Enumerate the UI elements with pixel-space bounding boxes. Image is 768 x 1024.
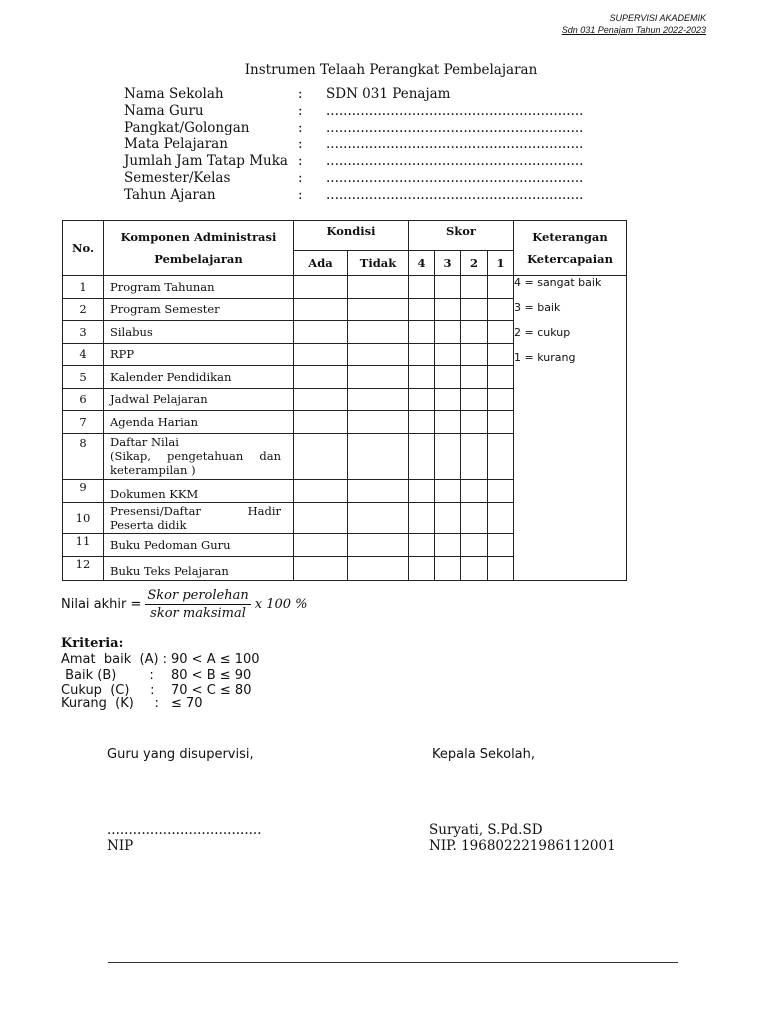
table-row xyxy=(63,276,627,299)
cell-skor-1[interactable] xyxy=(488,321,514,344)
keterangan-legend xyxy=(514,276,627,581)
identity-colon: : xyxy=(298,86,303,102)
row-item: Buku Teks Pelajaran xyxy=(104,556,294,581)
cell-tidak[interactable] xyxy=(348,556,409,581)
row-no: 6 xyxy=(63,388,104,411)
row-item-multiline xyxy=(104,433,294,479)
identity-value: ............................................................ xyxy=(326,119,584,136)
assessment-table xyxy=(62,220,627,581)
header-skor-1: 1 xyxy=(488,251,514,276)
cell-ada[interactable] xyxy=(294,433,348,479)
cell-tidak[interactable] xyxy=(348,503,409,534)
cell-ada[interactable] xyxy=(294,411,348,434)
identity-row-subject xyxy=(124,136,583,153)
row-item: Program Tahunan xyxy=(104,276,294,299)
criteria-label: Amat baik (A) : xyxy=(61,652,168,667)
cell-tidak[interactable] xyxy=(348,433,409,479)
identity-colon: : xyxy=(298,153,303,170)
cell-skor-4[interactable] xyxy=(409,388,435,411)
row-item-multiline xyxy=(104,503,294,534)
cell-skor-1[interactable] xyxy=(488,556,514,581)
signature-right-title: Kepala Sekolah, xyxy=(432,747,536,762)
identity-block xyxy=(124,86,583,204)
row-no: 4 xyxy=(63,343,104,366)
identity-colon: : xyxy=(298,136,303,153)
cell-ada[interactable] xyxy=(294,298,348,321)
cell-skor-4[interactable] xyxy=(409,534,435,557)
cell-ada[interactable] xyxy=(294,479,348,503)
cell-tidak[interactable] xyxy=(348,343,409,366)
identity-value: ............................................................ xyxy=(326,102,584,119)
header-subtitle: Sdn 031 Penajam Tahun 2022-2023 xyxy=(561,25,706,35)
header-skor-4: 4 xyxy=(409,251,435,276)
cell-skor-3[interactable] xyxy=(435,534,461,557)
cell-skor-1[interactable] xyxy=(488,298,514,321)
cell-skor-2[interactable] xyxy=(461,366,488,389)
cell-skor-3[interactable] xyxy=(435,556,461,581)
identity-value: SDN 031 Penajam xyxy=(326,86,451,102)
cell-skor-2[interactable] xyxy=(461,556,488,581)
cell-skor-3[interactable] xyxy=(435,411,461,434)
formula-label: Nilai akhir = xyxy=(61,597,142,612)
identity-label: Pangkat/Golongan xyxy=(124,119,250,136)
legend-item: 1 = kurang xyxy=(514,351,576,364)
cell-skor-2[interactable] xyxy=(461,388,488,411)
row-no: 2 xyxy=(63,298,104,321)
formula-numerator: Skor perolehan xyxy=(147,588,249,603)
identity-colon: : xyxy=(298,119,303,136)
row-item: Program Semester xyxy=(104,298,294,321)
cell-skor-4[interactable] xyxy=(409,366,435,389)
formula-denominator: skor maksimal xyxy=(150,606,246,621)
cell-skor-4[interactable] xyxy=(409,556,435,581)
header-skor-2: 2 xyxy=(461,251,488,276)
cell-skor-3[interactable] xyxy=(435,366,461,389)
identity-row-school xyxy=(124,86,583,103)
row-item-detail: Peserta didik xyxy=(110,518,187,532)
criteria-value: 70 < C ≤ 80 xyxy=(171,683,252,699)
cell-skor-2[interactable] xyxy=(461,479,488,503)
header-kondisi: Kondisi xyxy=(294,221,409,251)
cell-skor-1[interactable] xyxy=(488,433,514,479)
cell-tidak[interactable] xyxy=(348,388,409,411)
legend-item: 3 = baik xyxy=(514,301,561,314)
row-no: 7 xyxy=(63,411,104,434)
row-no: 5 xyxy=(63,366,104,389)
cell-skor-2[interactable] xyxy=(461,343,488,366)
cell-skor-4[interactable] xyxy=(409,276,435,299)
row-no: 11 xyxy=(63,534,104,557)
row-item: Kalender Pendidikan xyxy=(104,366,294,389)
formula-multiplier: x 100 % xyxy=(254,597,308,612)
page-header xyxy=(562,12,706,36)
formula-fraction xyxy=(145,588,250,621)
cell-ada[interactable] xyxy=(294,534,348,557)
criteria-row xyxy=(61,668,260,684)
identity-colon: : xyxy=(298,186,303,203)
identity-row-year xyxy=(124,187,583,204)
identity-label: Tahun Ajaran xyxy=(124,186,216,203)
signature-left-nip: NIP xyxy=(107,838,134,854)
criteria-value: ≤ 70 xyxy=(171,695,203,711)
criteria-value: 80 < B ≤ 90 xyxy=(171,667,252,683)
cell-ada[interactable] xyxy=(294,503,348,534)
row-item: Daftar Nilai xyxy=(110,434,179,449)
header-skor: Skor xyxy=(409,221,514,251)
signature-left-name: .................................... xyxy=(107,822,262,838)
identity-row-teacher xyxy=(124,103,583,120)
cell-ada[interactable] xyxy=(294,366,348,389)
cell-skor-3[interactable] xyxy=(435,433,461,479)
cell-skor-1[interactable] xyxy=(488,388,514,411)
row-item-detail: (Sikap, pengetahuan dan xyxy=(110,448,281,463)
identity-label: Jumlah Jam Tatap Muka xyxy=(124,153,288,170)
header-komponen xyxy=(104,221,294,276)
cell-ada[interactable] xyxy=(294,556,348,581)
cell-skor-3[interactable] xyxy=(435,276,461,299)
footer-divider xyxy=(108,962,678,963)
cell-ada[interactable] xyxy=(294,276,348,299)
cell-skor-1[interactable] xyxy=(488,276,514,299)
identity-value: ............................................................ xyxy=(326,169,584,186)
criteria-row xyxy=(61,652,260,668)
cell-skor-4[interactable] xyxy=(409,503,435,534)
signature-left xyxy=(107,822,262,854)
criteria-label: Kurang (K) : xyxy=(61,695,159,711)
score-formula xyxy=(61,588,308,621)
row-item: Dokumen KKM xyxy=(104,479,294,503)
cell-skor-4[interactable] xyxy=(409,298,435,321)
row-no: 1 xyxy=(63,276,104,299)
criteria-label: Baik (B) : xyxy=(61,667,154,683)
signature-right xyxy=(429,822,616,854)
header-no: No. xyxy=(63,221,104,276)
cell-ada[interactable] xyxy=(294,343,348,366)
cell-skor-2[interactable] xyxy=(461,534,488,557)
cell-tidak[interactable] xyxy=(348,534,409,557)
cell-skor-4[interactable] xyxy=(409,433,435,479)
signature-right-nip: NIP. 196802221986112001 xyxy=(429,838,616,854)
identity-row-rank xyxy=(124,120,583,137)
cell-skor-2[interactable] xyxy=(461,298,488,321)
header-ada: Ada xyxy=(294,251,348,276)
header-keterangan xyxy=(514,221,627,276)
criteria-block xyxy=(61,636,260,711)
cell-skor-1[interactable] xyxy=(488,343,514,366)
row-item: Presensi/Daftar Hadir xyxy=(110,504,281,518)
row-no: 12 xyxy=(63,556,104,581)
cell-tidak[interactable] xyxy=(348,366,409,389)
signature-left-title: Guru yang disupervisi, xyxy=(107,747,254,762)
identity-colon: : xyxy=(298,169,303,186)
header-komponen-line1: Komponen Administrasi xyxy=(120,230,277,244)
cell-skor-3[interactable] xyxy=(435,321,461,344)
criteria-value: 90 < A ≤ 100 xyxy=(171,652,260,667)
cell-skor-3[interactable] xyxy=(435,388,461,411)
row-item: Silabus xyxy=(104,321,294,344)
cell-skor-3[interactable] xyxy=(435,503,461,534)
legend-item: 4 = sangat baik xyxy=(514,276,602,289)
header-keterangan-line1: Keterangan xyxy=(532,230,608,244)
legend-item: 2 = cukup xyxy=(514,326,571,339)
cell-ada[interactable] xyxy=(294,321,348,344)
cell-skor-4[interactable] xyxy=(409,343,435,366)
row-item: Jadwal Pelajaran xyxy=(104,388,294,411)
header-keterangan-line2: Ketercapaian xyxy=(527,252,613,266)
cell-tidak[interactable] xyxy=(348,298,409,321)
row-no: 8 xyxy=(63,433,104,479)
row-item: RPP xyxy=(104,343,294,366)
cell-tidak[interactable] xyxy=(348,411,409,434)
cell-skor-4[interactable] xyxy=(409,411,435,434)
cell-skor-2[interactable] xyxy=(461,321,488,344)
cell-skor-4[interactable] xyxy=(409,479,435,503)
cell-skor-3[interactable] xyxy=(435,479,461,503)
identity-row-semester xyxy=(124,170,583,187)
cell-skor-2[interactable] xyxy=(461,503,488,534)
table-header-row xyxy=(63,221,627,251)
cell-skor-3[interactable] xyxy=(435,343,461,366)
document-title: Instrumen Telaah Perangkat Pembelajaran xyxy=(244,62,538,78)
cell-skor-4[interactable] xyxy=(409,321,435,344)
row-item-detail: keterampilan ) xyxy=(110,462,196,477)
row-item: Agenda Harian xyxy=(104,411,294,434)
header-title: SUPERVISI AKADEMIK xyxy=(609,13,706,23)
cell-skor-1[interactable] xyxy=(488,366,514,389)
identity-row-hours xyxy=(124,153,583,170)
cell-skor-3[interactable] xyxy=(435,298,461,321)
identity-value: ............................................................ xyxy=(326,153,584,170)
row-no: 9 xyxy=(63,479,104,503)
cell-skor-1[interactable] xyxy=(488,534,514,557)
identity-value: ............................................................ xyxy=(326,186,584,203)
cell-skor-1[interactable] xyxy=(488,479,514,503)
identity-value: ............................................................ xyxy=(326,136,584,153)
row-item: Buku Pedoman Guru xyxy=(104,534,294,557)
identity-label: Nama Sekolah xyxy=(124,86,224,102)
row-no: 3 xyxy=(63,321,104,344)
identity-label: Nama Guru xyxy=(124,102,204,119)
row-no: 10 xyxy=(63,503,104,534)
header-skor-3: 3 xyxy=(435,251,461,276)
identity-label: Mata Pelajaran xyxy=(124,136,228,153)
header-komponen-line2: Pembelajaran xyxy=(154,252,243,266)
cell-tidak[interactable] xyxy=(348,276,409,299)
cell-ada[interactable] xyxy=(294,388,348,411)
cell-skor-2[interactable] xyxy=(461,433,488,479)
identity-label: Semester/Kelas xyxy=(124,169,231,186)
cell-skor-1[interactable] xyxy=(488,411,514,434)
cell-tidak[interactable] xyxy=(348,479,409,503)
identity-colon: : xyxy=(298,102,303,119)
header-tidak: Tidak xyxy=(348,251,409,276)
cell-skor-2[interactable] xyxy=(461,276,488,299)
cell-tidak[interactable] xyxy=(348,321,409,344)
criteria-title: Kriteria: xyxy=(61,636,124,651)
signature-right-name: Suryati, S.Pd.SD xyxy=(429,822,543,838)
criteria-label: Cukup (C) : xyxy=(61,683,155,699)
cell-skor-1[interactable] xyxy=(488,503,514,534)
cell-skor-2[interactable] xyxy=(461,411,488,434)
